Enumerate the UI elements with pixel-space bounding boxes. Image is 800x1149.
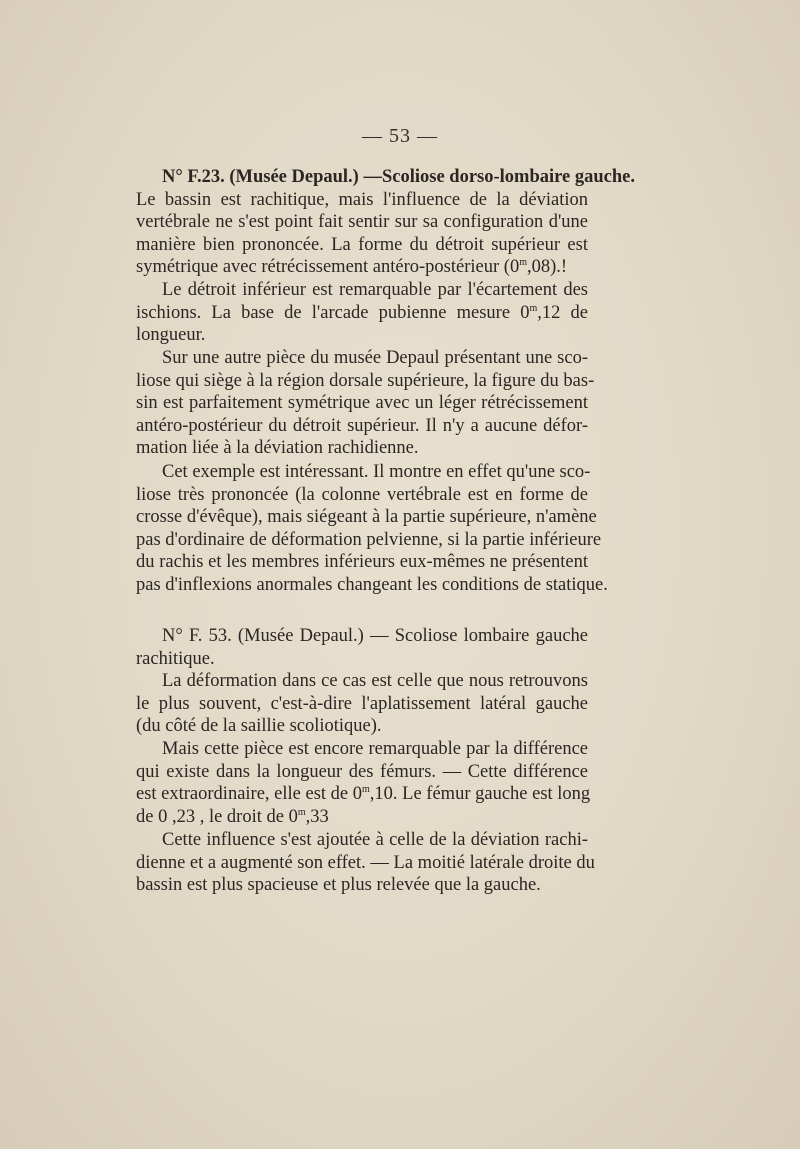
paragraph-f53-heading [136,625,588,670]
text-line: Cette influence s'est ajoutée à celle de la déviation rachi- [162,830,588,850]
paragraph-deformation [136,670,588,738]
text-line: longueur. [136,325,206,345]
text-line: ischions. La base de l'arcade pubienne mesure 0$^m$,12 de [136,302,588,323]
text-line: est extraordinaire, elle est de 0$^m$,10. Le fémur gauche est long [136,783,591,804]
text-line: N° F.23. (Musée Depaul.) —Scoliose dorso-lombaire gauche. [162,167,635,187]
text-line: liose qui siège à la région dorsale supérieure, la figure du bas- [136,370,595,391]
text-line: bassin est plus spacieuse et plus relevée que la gauche. [136,875,541,895]
text-line: symétrique avec rétrécissement antéro-postérieur (0$^m$,08).! [136,256,568,277]
text-line: vertébrale ne s'est point fait sentir sur sa configuration d'une [136,212,588,232]
text-line: mation liée à la déviation rachidienne. [136,438,419,458]
text-line: crosse d'évêque), mais siégeant à la partie supérieure, n'amène [136,507,597,527]
text-line: (du côté de la saillie scoliotique). [136,716,382,736]
text-line: rachitique. [136,648,215,669]
text-line: antéro-postérieur du détroit supérieur. Il n'y a aucune défor- [136,415,588,436]
paragraph-femurs [136,738,591,828]
text-line: qui existe dans la longueur des fémurs. — Cette différence [136,761,588,782]
text-line: le plus souvent, c'est-à-dire l'aplatissement latéral gauche [136,693,588,714]
text-line: Mais cette pièce est encore remarquable par la différence [162,739,588,759]
text-line: Le bassin est rachitique, mais l'influence de la déviation [136,189,588,210]
text-line: Cet exemple est intéressant. Il montre en effet qu'une sco- [162,462,591,482]
text-line: du rachis et les membres inférieurs eux-mêmes ne présentent [136,552,588,572]
text-line: dienne et a augmenté son effet. — La moitié latérale droite du [136,852,595,873]
text-line: Le détroit inférieur est remarquable par l'écartement des [162,280,588,300]
paragraph-influence [136,829,595,897]
page-number: — 53 — [362,125,438,147]
paragraph-f23-heading [136,166,635,279]
text-line: pas d'inflexions anormales changeant les conditions de statique. [136,574,608,595]
text-line: pas d'ordinaire de déformation pelvienne, si la partie inférieure [136,529,602,550]
text-line: N° F. 53. (Musée Depaul.) — Scoliose lombaire gauche [162,626,588,646]
text-line: Sur une autre pièce du musée Depaul présentant une sco- [162,348,588,368]
paragraph-detroit-inferieur [136,279,588,347]
text-line: La déformation dans ce cas est celle que nous retrouvons [162,671,588,691]
text-line: sin est parfaitement symétrique avec un léger rétrécissement [136,393,588,413]
text-line: manière bien prononcée. La forme du détroit supérieur est [136,234,588,255]
text-line: de 0 ,23 , le droit de 0$^m$,33 [136,806,329,827]
paragraph-autre-piece [136,347,595,460]
text-line: liose très prononcée (la colonne vertébrale est en forme de [136,484,588,505]
paragraph-cet-exemple [136,461,608,596]
